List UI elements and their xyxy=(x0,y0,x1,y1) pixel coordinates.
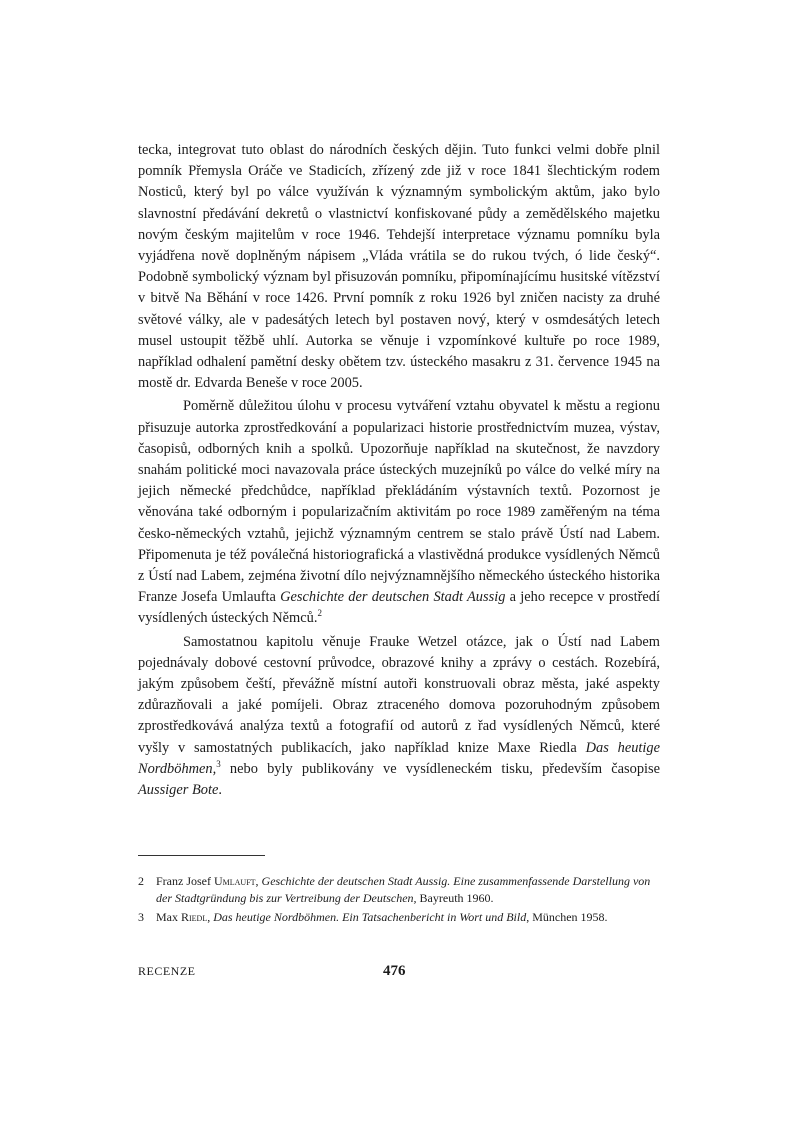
footnote-separator: , xyxy=(207,910,214,924)
footnote-title: Geschichte der deutschen Stadt Aussig. Eine zusammenfassende Darstellung von der Stadtgründung bis zur Vertreibung der Deutschen, xyxy=(156,874,651,905)
paragraph-3 xyxy=(138,632,660,802)
footnote-text xyxy=(156,873,660,907)
book-title-geschichte: Geschichte der deutschen Stadt Aussig xyxy=(280,589,506,606)
paragraph-1: tecka, integrovat tuto oblast do národních českých dějin. Tuto funkci velmi dobře plnil pomník Přemysla Oráče ve Stadicích, zřízený zde již v roce 1841 šlechtickým rodem Nosticů, který byl po válce využíván k významným symbolickým aktům, jako bylo slavnostní předávání dekretů o vlastnictví konfiskované půdy a zemědělského majetku novým českým majitelům v roce 1946. Tehdejší interpretace významu pomníku byla vyjádřena nově doplněným nápisem „Vláda vrátila se do rukou tvých, ó lide český“. Podobně symbolický význam byl přisuzován pomníku, připomínajícímu husitské vítězství v bitvě Na Běhání v roce 1426. První pomník z roku 1926 byl zničen nacisty za druhé světové války, ale v padesátých letech byl postaven nový, který v osmdesátých letech musel ustoupit těžbě uhlí. Autorka se věnuje i vzpomínkové kultuře po roce 1989, například odhalení pamětní desky obětem tzv. ústeckého masakru z 31. července 1945 na mostě dr. Edvarda Beneše v roce 2005. xyxy=(138,142,660,392)
footnotes xyxy=(138,873,660,928)
paragraph-2 xyxy=(138,396,660,629)
footnote-number: 2 xyxy=(138,874,144,888)
paragraph-2-text-end: a jeho recepce v prostředí vysídlených ústeckých Němců. xyxy=(138,589,660,627)
footnote-separator: , xyxy=(255,874,262,888)
paragraph-3-text: Samostatnou kapitolu věnuje Frauke Wetzel otázce, jak o Ústí nad Labem pojednávaly dobové cestovní průvodce, obrazové knihy a zprávy o cestách. Rozebírá, jakým způsobem čeští, převážně místní autoři konstruovali obraz města, jaké aspekty zdůrazňovali a jaké pomíjeli. Obraz ztraceného domova pozoruhodným způsobem zprostředkovává analýza textů a fotografií od autorů z řad vysídlených Němců, které vyšly v samostatných publikacích, jako například knize Maxe Riedla xyxy=(138,633,660,756)
footnote-2 xyxy=(138,873,660,907)
footnote-ref-2[interactable]: 2 xyxy=(317,608,322,619)
footnote-author-first: Max xyxy=(156,910,181,924)
footnote-publication: , München 1958. xyxy=(526,910,608,924)
footnote-author-last: Riedl xyxy=(181,910,208,924)
periodical-title-aussiger-bote: Aussiger Bote xyxy=(138,782,219,799)
book-title-nordbohmen: Das heutige Nordböhmen, xyxy=(138,739,660,777)
footnote-number: 3 xyxy=(138,910,144,924)
page-number: 476 xyxy=(383,963,406,979)
footnote-text xyxy=(156,909,660,926)
paragraph-3-text-end: . xyxy=(218,782,222,799)
main-text xyxy=(138,140,660,801)
footnote-publication: Bayreuth 1960. xyxy=(416,891,494,905)
footnote-author-last: Umlauft xyxy=(213,874,256,888)
paragraph-2-text: Poměrně důležitou úlohu v procesu vytváření vztahu obyvatel k městu a regionu přisuzuje autorka zprostředkování a popularizaci historie prostřednictvím muzea, výstav, časopisů, odborných knih a spolků. Upozorňuje například na skutečnost, že navzdory snahám politické moci navazovala práce ústeckých muzejníků po válce do velké míry na jejich německé předchůdce, například překládáním výstavních textů. Pozornost je věnována také odborným i popularizačním aktivitám po roce 1989 zaměřeným na téma česko-německých vztahů, jejichž významným centrem se stalo právě Ústí nad Labem. Připomenuta je též poválečná historiografická a vlastivědná produkce vysídlených Němců z Ústí nad Labem, zejména životní dílo nejvýznamnějšího německého ústeckého historika Franze Josefa Umlaufta xyxy=(138,398,660,606)
running-footer-section: RECENZE xyxy=(138,964,196,978)
footnote-3 xyxy=(138,909,660,926)
footnote-author-first: Franz Josef xyxy=(156,874,214,888)
footnote-divider xyxy=(138,855,265,856)
footnote-ref-3[interactable]: 3 xyxy=(216,759,221,770)
paragraph-3-text-mid: nebo byly publikovány ve vysídleneckém tisku, především časopise xyxy=(220,760,660,777)
footnote-title: Das heutige Nordböhmen. Ein Tatsachenbericht in Wort und Bild xyxy=(213,910,527,924)
